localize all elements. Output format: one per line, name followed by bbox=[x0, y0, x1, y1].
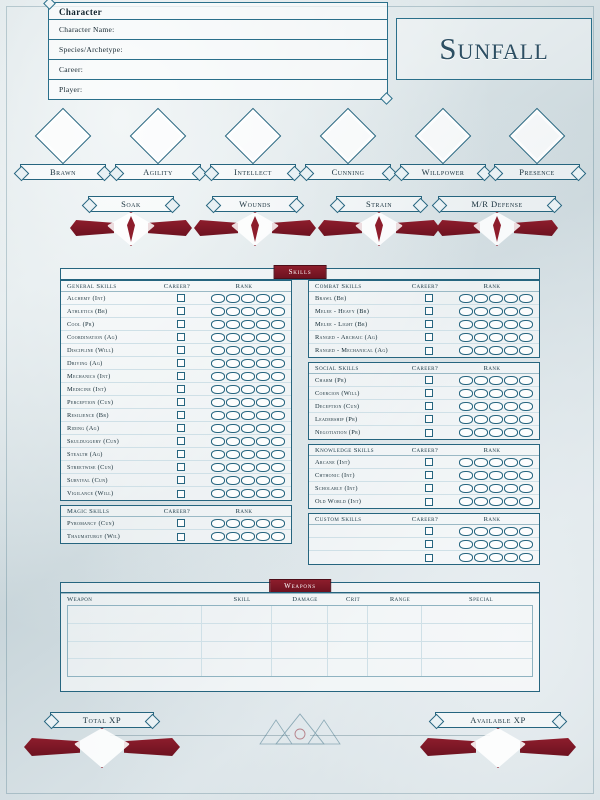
characteristics-row bbox=[20, 110, 580, 188]
xp-available-label: Available XP bbox=[435, 712, 561, 728]
field-character-name[interactable] bbox=[49, 19, 387, 39]
skill-row[interactable] bbox=[309, 538, 539, 551]
skill-career-checkbox[interactable] bbox=[157, 398, 205, 406]
column-header-career: Career? bbox=[411, 447, 439, 454]
cell-special[interactable] bbox=[422, 624, 532, 641]
column-header-rank: Rank bbox=[483, 365, 501, 372]
skill-name: Thaumaturgy (Wil) bbox=[67, 533, 121, 540]
skill-rank-pips[interactable] bbox=[205, 532, 291, 541]
skill-block-title: Social Skills bbox=[315, 365, 359, 372]
skill-name: Scholarly (Int) bbox=[315, 484, 358, 492]
skills-band-label: Skills bbox=[274, 265, 327, 279]
gem-wing-left-icon bbox=[436, 220, 480, 236]
characteristic-label: Agility bbox=[115, 164, 201, 180]
xp-total-value[interactable] bbox=[74, 728, 130, 768]
cell-special[interactable] bbox=[422, 659, 532, 676]
column-header-weapon: Weapon bbox=[67, 596, 93, 603]
cell-special[interactable] bbox=[422, 606, 532, 623]
skills-band bbox=[60, 268, 540, 280]
skill-row[interactable] bbox=[61, 474, 291, 487]
gem-wing-right-icon bbox=[520, 738, 576, 756]
characteristic-willpower[interactable] bbox=[400, 110, 486, 180]
characteristic-intellect[interactable] bbox=[210, 110, 296, 180]
skill-name: Riding (Ag) bbox=[67, 424, 100, 432]
skill-row[interactable] bbox=[309, 331, 539, 344]
skill-career-checkbox[interactable] bbox=[157, 437, 205, 445]
derived-stat-label: M/R Defense bbox=[438, 196, 556, 212]
skill-career-checkbox[interactable] bbox=[157, 294, 205, 302]
skill-rank-pips[interactable] bbox=[453, 389, 539, 398]
cell-skill[interactable] bbox=[202, 659, 272, 676]
skill-block-knowledge bbox=[308, 444, 540, 509]
skill-name: Medicine (Int) bbox=[67, 385, 107, 393]
skill-name: Charm (Pr) bbox=[315, 376, 347, 384]
skill-career-checkbox[interactable] bbox=[157, 450, 205, 458]
skill-rank-pips[interactable] bbox=[453, 497, 539, 506]
skill-name: Streetwise (Cun) bbox=[67, 463, 114, 471]
gem-wing-right-icon bbox=[514, 220, 558, 236]
column-header-career: Career? bbox=[411, 283, 439, 290]
skill-career-checkbox[interactable] bbox=[157, 533, 205, 541]
skill-career-checkbox[interactable] bbox=[405, 415, 453, 423]
weapons-area bbox=[60, 592, 540, 692]
cell-damage[interactable] bbox=[272, 624, 328, 641]
character-header-box bbox=[48, 2, 388, 100]
gem-wing-left-icon bbox=[70, 220, 114, 236]
skills-column-right bbox=[308, 280, 540, 569]
characteristic-label: Cunning bbox=[305, 164, 391, 180]
column-header-career: Career? bbox=[163, 508, 191, 515]
skill-block-custom bbox=[308, 513, 540, 565]
game-logo-block bbox=[396, 18, 592, 80]
skill-rank-pips[interactable] bbox=[453, 527, 539, 536]
derived-stat-gem[interactable] bbox=[436, 210, 558, 252]
skill-name: Melee - Heavy (Br) bbox=[315, 307, 370, 315]
cell-skill[interactable] bbox=[202, 624, 272, 641]
skill-career-checkbox[interactable] bbox=[157, 333, 205, 341]
skill-career-checkbox[interactable] bbox=[405, 389, 453, 397]
xp-area bbox=[0, 712, 600, 782]
characteristic-label: Presence bbox=[494, 164, 580, 180]
skill-row[interactable] bbox=[309, 305, 539, 318]
characteristic-value-diamond[interactable] bbox=[130, 108, 187, 165]
skill-name: Pyromancy (Cun) bbox=[67, 519, 115, 527]
skill-name: Chthonic (Int) bbox=[315, 471, 355, 479]
skill-name: Skulduggery (Cun) bbox=[67, 437, 120, 445]
skill-career-checkbox[interactable] bbox=[157, 519, 205, 527]
skill-row[interactable] bbox=[61, 409, 291, 422]
skill-name: Coercion (Will) bbox=[315, 389, 360, 397]
skill-rank-pips[interactable] bbox=[453, 458, 539, 467]
cell-weapon[interactable] bbox=[68, 659, 202, 676]
skill-block-header bbox=[309, 281, 539, 292]
skill-name: Negotiation (Pr) bbox=[315, 429, 361, 436]
derived-stat-label: Wounds bbox=[212, 196, 298, 212]
skill-rank-pips[interactable] bbox=[453, 346, 539, 355]
skill-career-checkbox[interactable] bbox=[405, 307, 453, 315]
skill-rank-pips[interactable] bbox=[453, 307, 539, 316]
field-character-name-label: Character Name: bbox=[59, 25, 115, 34]
cell-crit[interactable] bbox=[328, 642, 368, 659]
cell-weapon[interactable] bbox=[68, 606, 202, 623]
weapons-rows bbox=[67, 605, 533, 677]
gem-wing-left-icon bbox=[24, 738, 80, 756]
gem-wing-left-icon bbox=[420, 738, 476, 756]
skill-row[interactable] bbox=[309, 456, 539, 469]
skill-name: Alchemy (Int) bbox=[67, 294, 106, 302]
skill-row[interactable] bbox=[309, 374, 539, 387]
skill-rank-pips[interactable] bbox=[205, 476, 291, 485]
skill-rank-pips[interactable] bbox=[205, 359, 291, 368]
column-header-crit: Crit bbox=[345, 596, 361, 603]
skill-row[interactable] bbox=[309, 400, 539, 413]
skill-row[interactable] bbox=[61, 292, 291, 305]
characteristic-agility[interactable] bbox=[115, 110, 201, 180]
skill-career-checkbox[interactable] bbox=[405, 484, 453, 492]
skill-block-title: Knowledge Skills bbox=[315, 447, 374, 454]
skill-name: Coordination (Ag) bbox=[67, 333, 118, 341]
cell-weapon[interactable] bbox=[68, 624, 202, 641]
skill-row[interactable] bbox=[61, 357, 291, 370]
derived-stats-row bbox=[26, 196, 574, 262]
derived-stat-gem[interactable] bbox=[70, 210, 192, 252]
skill-career-checkbox[interactable] bbox=[405, 540, 453, 548]
skill-career-checkbox[interactable] bbox=[405, 320, 453, 328]
skill-name: Ranged - Mechanical (Ag) bbox=[315, 347, 388, 354]
skill-block-title: Custom Skills bbox=[315, 516, 362, 523]
skill-rank-pips[interactable] bbox=[205, 320, 291, 329]
cell-skill[interactable] bbox=[202, 642, 272, 659]
skill-row[interactable] bbox=[61, 461, 291, 474]
skill-rank-pips[interactable] bbox=[453, 376, 539, 385]
skill-rank-pips[interactable] bbox=[453, 320, 539, 329]
skill-row[interactable] bbox=[309, 482, 539, 495]
skill-career-checkbox[interactable] bbox=[405, 527, 453, 535]
field-species-archetype[interactable] bbox=[49, 39, 387, 59]
column-header-damage: Damage bbox=[292, 596, 318, 603]
gem-wing-right-icon bbox=[148, 220, 192, 236]
skill-career-checkbox[interactable] bbox=[157, 463, 205, 471]
characteristic-presence[interactable] bbox=[494, 110, 580, 180]
table-row[interactable] bbox=[68, 642, 532, 660]
skill-rank-pips[interactable] bbox=[453, 553, 539, 562]
gem-wing-left-icon bbox=[318, 220, 362, 236]
column-header-career: Career? bbox=[163, 283, 191, 290]
skill-rank-pips[interactable] bbox=[205, 450, 291, 459]
skill-career-checkbox[interactable] bbox=[405, 554, 453, 562]
skill-row[interactable] bbox=[309, 426, 539, 439]
skill-rank-pips[interactable] bbox=[205, 385, 291, 394]
skill-career-checkbox[interactable] bbox=[157, 476, 205, 484]
skill-career-checkbox[interactable] bbox=[157, 424, 205, 432]
skill-name: Ranged - Archaic (Ag) bbox=[315, 333, 378, 341]
skill-row[interactable] bbox=[309, 344, 539, 357]
column-header-rank: Rank bbox=[483, 516, 501, 523]
derived-stat-label: Soak bbox=[88, 196, 174, 212]
skill-row[interactable] bbox=[61, 422, 291, 435]
cell-range[interactable] bbox=[368, 659, 422, 676]
skill-rank-pips[interactable] bbox=[205, 398, 291, 407]
characteristic-value-diamond[interactable] bbox=[509, 108, 566, 165]
skill-block-header bbox=[61, 506, 291, 517]
skill-row[interactable] bbox=[61, 530, 291, 543]
skill-name: Survival (Cun) bbox=[67, 476, 108, 484]
skill-name: Melee - Light (Br) bbox=[315, 320, 368, 328]
skill-rank-pips[interactable] bbox=[205, 411, 291, 420]
skill-rank-pips[interactable] bbox=[453, 402, 539, 411]
skill-row[interactable] bbox=[309, 387, 539, 400]
gem-wing-left-icon bbox=[194, 220, 238, 236]
game-logo: Sunfall bbox=[439, 31, 549, 66]
characteristic-label: Intellect bbox=[210, 164, 296, 180]
skill-career-checkbox[interactable] bbox=[405, 376, 453, 384]
cell-crit[interactable] bbox=[328, 624, 368, 641]
cell-damage[interactable] bbox=[272, 642, 328, 659]
weapons-table-header bbox=[61, 593, 539, 605]
skill-rank-pips[interactable] bbox=[205, 333, 291, 342]
skill-rank-pips[interactable] bbox=[205, 463, 291, 472]
xp-available[interactable] bbox=[418, 712, 578, 770]
column-header-range: Range bbox=[389, 596, 411, 603]
characteristic-label: Willpower bbox=[400, 164, 486, 180]
skill-name: Arcane (Int) bbox=[315, 458, 351, 466]
skill-block-title: Combat Skills bbox=[315, 283, 362, 290]
skill-row[interactable] bbox=[61, 448, 291, 461]
skill-block-combat bbox=[308, 280, 540, 358]
skill-row[interactable] bbox=[61, 383, 291, 396]
skill-career-checkbox[interactable] bbox=[157, 320, 205, 328]
skill-row[interactable] bbox=[61, 487, 291, 500]
weapons-table bbox=[60, 592, 540, 692]
skill-row[interactable] bbox=[309, 318, 539, 331]
skill-rank-pips[interactable] bbox=[453, 428, 539, 437]
skill-career-checkbox[interactable] bbox=[157, 411, 205, 419]
skill-block-header bbox=[309, 514, 539, 525]
characteristic-value-diamond[interactable] bbox=[320, 108, 377, 165]
skill-row[interactable] bbox=[309, 413, 539, 426]
skill-name: Deception (Cun) bbox=[315, 402, 360, 410]
skill-career-checkbox[interactable] bbox=[405, 458, 453, 466]
skill-row[interactable] bbox=[61, 435, 291, 448]
cell-crit[interactable] bbox=[328, 659, 368, 676]
skill-rank-pips[interactable] bbox=[453, 294, 539, 303]
skill-name: Cool (Pr) bbox=[67, 320, 95, 328]
skills-area bbox=[60, 280, 540, 576]
skill-name: Brawl (Br) bbox=[315, 294, 347, 302]
skill-career-checkbox[interactable] bbox=[405, 429, 453, 437]
skill-row[interactable] bbox=[61, 370, 291, 383]
field-career-label: Career: bbox=[59, 65, 84, 74]
xp-available-value[interactable] bbox=[470, 728, 526, 768]
derived-stat-soak[interactable] bbox=[70, 196, 192, 252]
derived-stat-gem[interactable] bbox=[194, 210, 316, 252]
skill-rank-pips[interactable] bbox=[205, 519, 291, 528]
cell-range[interactable] bbox=[368, 606, 422, 623]
column-header-skill: Skill bbox=[233, 596, 251, 603]
characteristic-value-diamond[interactable] bbox=[35, 108, 92, 165]
skill-career-checkbox[interactable] bbox=[405, 333, 453, 341]
cell-crit[interactable] bbox=[328, 606, 368, 623]
weapons-band-label: Weapons bbox=[269, 579, 331, 593]
skill-career-checkbox[interactable] bbox=[157, 385, 205, 393]
character-header-title: Character bbox=[59, 7, 103, 17]
skill-row[interactable] bbox=[61, 331, 291, 344]
skill-rank-pips[interactable] bbox=[453, 333, 539, 342]
field-career[interactable] bbox=[49, 59, 387, 79]
skill-row[interactable] bbox=[309, 469, 539, 482]
skill-rank-pips[interactable] bbox=[453, 540, 539, 549]
table-row[interactable] bbox=[68, 606, 532, 624]
column-header-special: Special bbox=[469, 596, 493, 603]
skill-block-header bbox=[309, 363, 539, 374]
skill-block-header bbox=[61, 281, 291, 292]
skill-row[interactable] bbox=[61, 305, 291, 318]
skill-name: Stealth (Ag) bbox=[67, 450, 103, 458]
cell-skill[interactable] bbox=[202, 606, 272, 623]
skill-rank-pips[interactable] bbox=[453, 471, 539, 480]
characteristic-label: Brawn bbox=[20, 164, 106, 180]
column-header-rank: Rank bbox=[235, 283, 253, 290]
characteristic-cunning[interactable] bbox=[305, 110, 391, 180]
xp-available-gem[interactable] bbox=[418, 726, 578, 770]
skill-rank-pips[interactable] bbox=[205, 489, 291, 498]
gem-wing-right-icon bbox=[272, 220, 316, 236]
skill-career-checkbox[interactable] bbox=[405, 471, 453, 479]
skill-career-checkbox[interactable] bbox=[157, 307, 205, 315]
footer-ornament-icon bbox=[240, 710, 360, 754]
derived-stat-wounds[interactable] bbox=[194, 196, 316, 252]
skill-name: Old World (Int) bbox=[315, 498, 362, 505]
cell-damage[interactable] bbox=[272, 659, 328, 676]
field-species-archetype-label: Species/Archetype: bbox=[59, 45, 123, 54]
skill-name: Perception (Cun) bbox=[67, 398, 114, 406]
skill-name: Athletics (Br) bbox=[67, 307, 108, 315]
xp-total-gem[interactable] bbox=[22, 726, 182, 770]
skill-row[interactable] bbox=[309, 495, 539, 508]
cell-special[interactable] bbox=[422, 642, 532, 659]
skill-career-checkbox[interactable] bbox=[405, 294, 453, 302]
cell-range[interactable] bbox=[368, 624, 422, 641]
xp-total[interactable] bbox=[22, 712, 182, 770]
skill-career-checkbox[interactable] bbox=[157, 346, 205, 354]
skill-block-social bbox=[308, 362, 540, 440]
skill-career-checkbox[interactable] bbox=[405, 402, 453, 410]
skill-row[interactable] bbox=[309, 551, 539, 564]
derived-stat-gem[interactable] bbox=[318, 210, 440, 252]
cell-range[interactable] bbox=[368, 642, 422, 659]
skill-name: Discipline (Will) bbox=[67, 346, 114, 354]
skill-block-general bbox=[60, 280, 292, 501]
table-row[interactable] bbox=[68, 624, 532, 642]
skill-block-magic bbox=[60, 505, 292, 544]
skill-career-checkbox[interactable] bbox=[157, 359, 205, 367]
skill-rank-pips[interactable] bbox=[453, 484, 539, 493]
skill-block-title: Magic Skills bbox=[67, 508, 110, 515]
cell-weapon[interactable] bbox=[68, 642, 202, 659]
skill-name: Leadership (Pr) bbox=[315, 415, 358, 423]
column-header-rank: Rank bbox=[483, 447, 501, 454]
skill-block-title: General Skills bbox=[67, 283, 117, 290]
skill-row[interactable] bbox=[309, 525, 539, 538]
skill-row[interactable] bbox=[61, 517, 291, 530]
characteristic-value-diamond[interactable] bbox=[225, 108, 282, 165]
character-header bbox=[48, 2, 388, 100]
column-header-career: Career? bbox=[411, 516, 439, 523]
characteristic-value-diamond[interactable] bbox=[415, 108, 472, 165]
characteristic-brawn[interactable] bbox=[20, 110, 106, 180]
skill-rank-pips[interactable] bbox=[205, 372, 291, 381]
skill-rank-pips[interactable] bbox=[205, 346, 291, 355]
skill-career-checkbox[interactable] bbox=[157, 490, 205, 498]
skill-rank-pips[interactable] bbox=[205, 437, 291, 446]
column-header-rank: Rank bbox=[235, 508, 253, 515]
skill-name: Resilience (Br) bbox=[67, 411, 109, 419]
xp-total-label: Total XP bbox=[50, 712, 154, 728]
skill-block-header bbox=[309, 445, 539, 456]
skill-rank-pips[interactable] bbox=[205, 424, 291, 433]
skill-name: Mechanics (Int) bbox=[67, 372, 111, 380]
field-player[interactable] bbox=[49, 79, 387, 99]
derived-stat-label: Strain bbox=[336, 196, 422, 212]
skill-rank-pips[interactable] bbox=[453, 415, 539, 424]
skill-name: Driving (Ag) bbox=[67, 359, 103, 367]
skills-column-left bbox=[60, 280, 292, 548]
skill-career-checkbox[interactable] bbox=[405, 498, 453, 506]
derived-stat-mr-defense[interactable] bbox=[436, 196, 558, 252]
skill-row[interactable] bbox=[61, 396, 291, 409]
skill-career-checkbox[interactable] bbox=[405, 347, 453, 355]
gem-wing-right-icon bbox=[396, 220, 440, 236]
field-player-label: Player: bbox=[59, 85, 83, 94]
skill-name: Vigilance (Will) bbox=[67, 490, 114, 497]
derived-stat-strain[interactable] bbox=[318, 196, 440, 252]
gem-wing-right-icon bbox=[124, 738, 180, 756]
skill-row[interactable] bbox=[61, 344, 291, 357]
skill-rank-pips[interactable] bbox=[205, 294, 291, 303]
cell-damage[interactable] bbox=[272, 606, 328, 623]
skill-career-checkbox[interactable] bbox=[157, 372, 205, 380]
table-row[interactable] bbox=[68, 659, 532, 676]
skill-row[interactable] bbox=[61, 318, 291, 331]
skill-rank-pips[interactable] bbox=[205, 307, 291, 316]
column-header-rank: Rank bbox=[483, 283, 501, 290]
skill-row[interactable] bbox=[309, 292, 539, 305]
column-header-career: Career? bbox=[411, 365, 439, 372]
